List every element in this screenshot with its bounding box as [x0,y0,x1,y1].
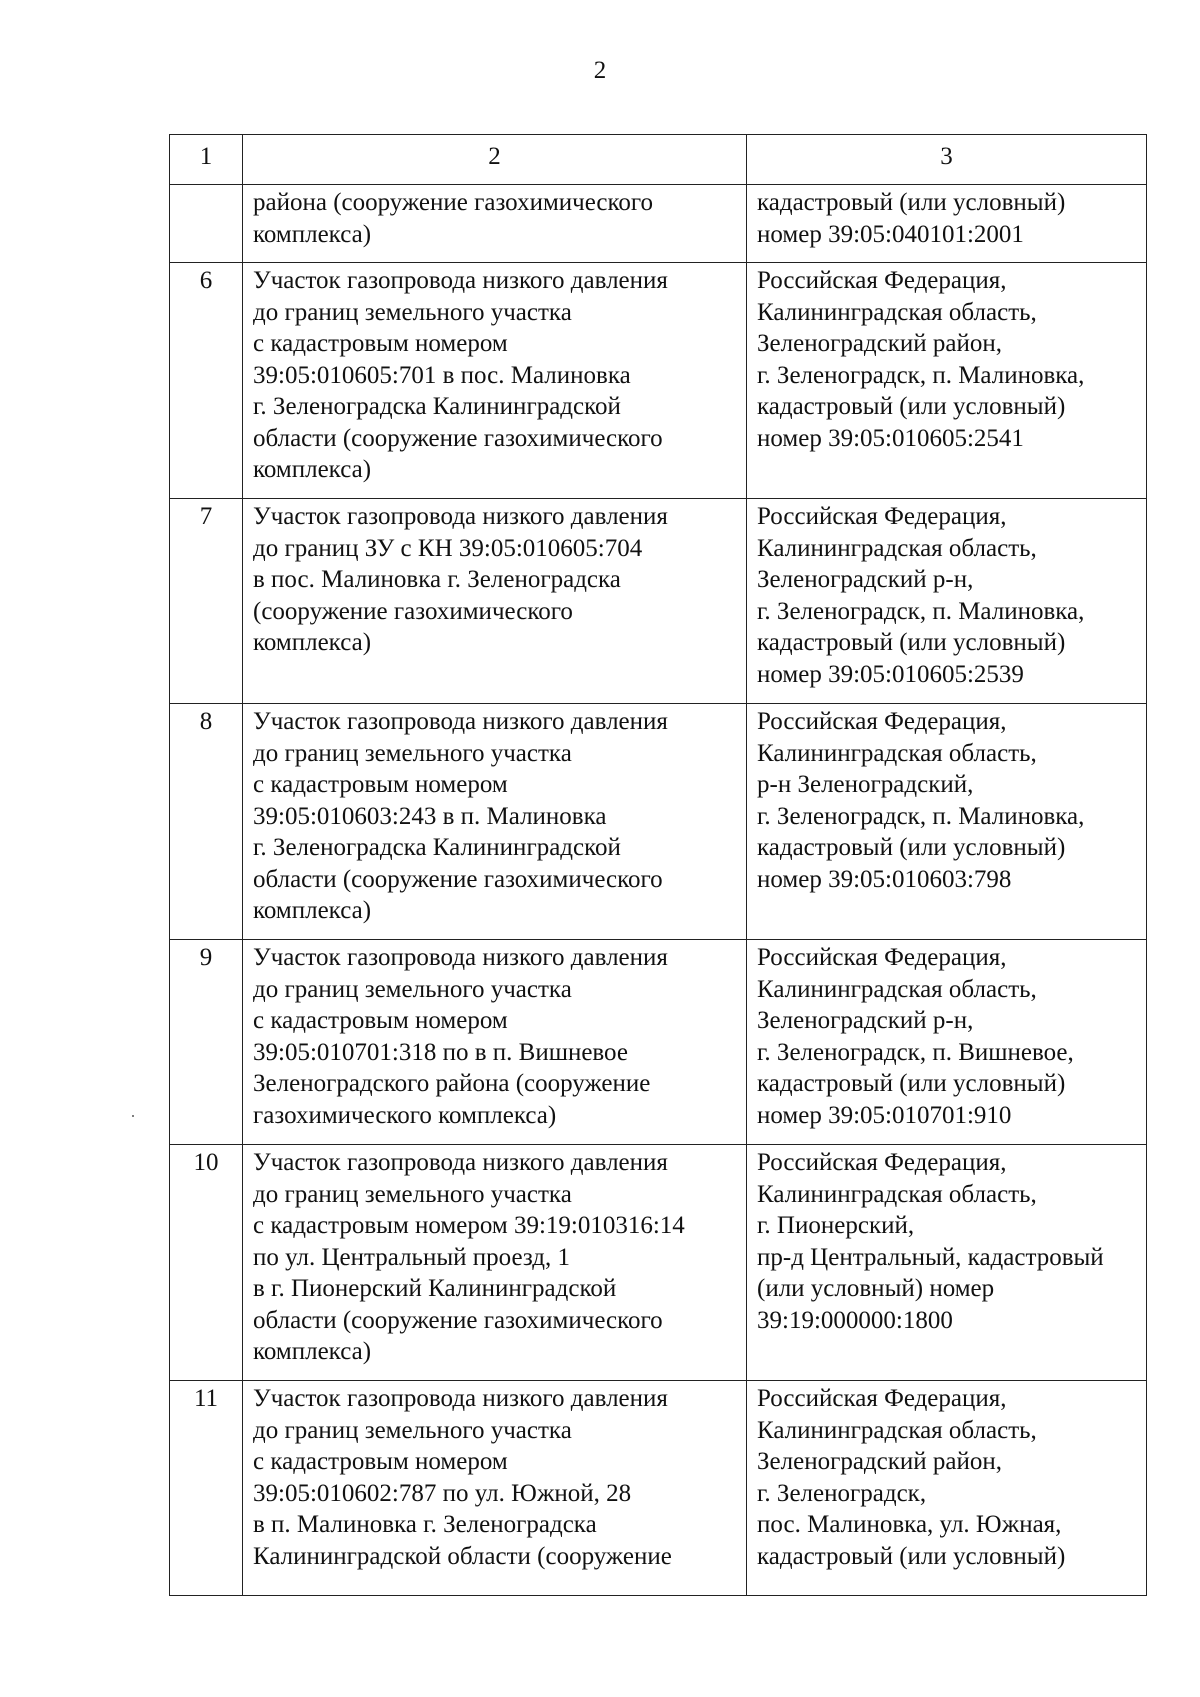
header-cell-1: 1 [170,135,243,185]
row-number: 6 [170,263,243,499]
row-number: 8 [170,704,243,940]
location-line: номер 39:05:010701:910 [757,1101,1012,1129]
description-line: до границ земельного участка [253,975,572,1003]
description-line: области (сооружение газохимического [253,865,663,893]
object-location [747,1381,1147,1596]
location-line: Российская Федерация, [757,503,1007,530]
description-line: Калининградской области (сооружение [253,1542,672,1570]
description-line: Участок газопровода низкого давления [253,944,668,971]
object-location [747,185,1147,263]
description-line: газохимического комплекса) [253,1101,557,1129]
object-description [243,263,747,499]
description-line: района (сооружение газохимического [253,189,654,216]
description-line: 39:05:010602:787 по ул. Южной, 28 [253,1479,632,1507]
location-line: Зеленоградский р-н, [757,1007,974,1034]
description-line: в п. Малиновка г. Зеленоградска [253,1511,597,1538]
row-number: 10 [170,1145,243,1381]
location-line: кадастровый (или условный) [757,1542,1066,1570]
object-description [243,940,747,1145]
location-line: г. Пионерский, [757,1212,915,1239]
location-line: Российская Федерация, [757,944,1007,971]
object-location [747,499,1147,704]
header-cell-3: 3 [747,135,1147,185]
row-number: 11 [170,1381,243,1596]
location-line: номер 39:05:010605:2541 [757,424,1024,452]
description-line: 39:05:010603:243 в п. Малиновка [253,802,607,830]
object-description [243,1381,747,1596]
description-line: Участок газопровода низкого давления [253,1385,668,1412]
location-line: Российская Федерация, [757,708,1007,735]
description-line: комплекса) [253,897,372,924]
location-line: Российская Федерация, [757,1385,1007,1412]
scan-speck [132,1115,134,1117]
row-number [170,185,243,263]
description-line: комплекса) [253,456,372,483]
table-row [170,185,1147,263]
object-location [747,263,1147,499]
object-location [747,1145,1147,1381]
description-line: с кадастровым номером [253,1007,508,1034]
description-line: до границ земельного участка [253,1416,572,1444]
object-description [243,499,747,704]
description-line: Зеленоградского района (сооружение [253,1070,651,1097]
location-line: номер 39:05:040101:2001 [757,220,1024,248]
location-line: 39:19:000000:1800 [757,1306,953,1334]
location-line: кадастровый (или условный) [757,629,1066,656]
location-line: Зеленоградский район, [757,1448,1002,1475]
location-line: Калининградская область, [757,739,1037,767]
description-line: комплекса) [253,1338,372,1365]
location-line: кадастровый (или условный) [757,1070,1066,1097]
table-header-row [170,135,1147,185]
location-line: Калининградская область, [757,1416,1037,1444]
description-line: области (сооружение газохимического [253,424,663,452]
location-line: пр-д Центральный, кадастровый [757,1243,1104,1271]
description-line: с кадастровым номером [253,771,508,798]
description-line: г. Зеленоградска Калининградской [253,393,621,420]
description-line: в пос. Малиновка г. Зеленоградска [253,566,621,593]
table-row [170,263,1147,499]
description-line: 39:05:010701:318 по в п. Вишневое [253,1038,628,1066]
description-line: области (сооружение газохимического [253,1306,663,1334]
description-line: по ул. Центральный проезд, 1 [253,1243,570,1271]
row-number: 9 [170,940,243,1145]
header-cell-2: 2 [243,135,747,185]
location-line: Калининградская область, [757,298,1037,326]
description-line: комплекса) [253,220,372,248]
table-row [170,1381,1147,1596]
object-description [243,704,747,940]
page-number: 2 [593,57,607,84]
location-line: кадастровый (или условный) [757,393,1066,420]
location-line: (или условный) номер [757,1275,995,1302]
location-line: номер 39:05:010605:2539 [757,660,1024,688]
location-line: Калининградская область, [757,534,1037,562]
description-line: 39:05:010605:701 в пос. Малиновка [253,361,631,389]
table-row [170,940,1147,1145]
description-line: Участок газопровода низкого давления [253,708,668,735]
location-line: номер 39:05:010603:798 [757,865,1012,893]
description-line: с кадастровым номером [253,330,508,357]
description-line: до границ земельного участка [253,1180,572,1208]
description-line: до границ земельного участка [253,739,572,767]
location-line: г. Зеленоградск, п. Малиновка, [757,597,1085,625]
location-line: г. Зеленоградск, [757,1479,927,1507]
object-location [747,940,1147,1145]
description-line: с кадастровым номером 39:19:010316:14 [253,1212,685,1239]
location-line: пос. Малиновка, ул. Южная, [757,1511,1062,1538]
table-row [170,1145,1147,1381]
description-line: до границ ЗУ с КН 39:05:010605:704 [253,534,643,562]
description-line: (сооружение газохимического [253,597,573,625]
description-line: г. Зеленоградска Калининградской [253,834,621,861]
location-line: Калининградская область, [757,975,1037,1003]
objects-table [169,134,1147,1596]
location-line: р-н Зеленоградский, [757,771,974,798]
description-line: Участок газопровода низкого давления [253,1149,668,1176]
location-line: Зеленоградский р-н, [757,566,974,593]
description-line: в г. Пионерский Калининградской [253,1275,617,1302]
description-line: с кадастровым номером [253,1448,508,1475]
location-line: Российская Федерация, [757,1149,1007,1176]
location-line: г. Зеленоградск, п. Малиновка, [757,802,1085,830]
table-row [170,499,1147,704]
description-line: до границ земельного участка [253,298,572,326]
location-line: Российская Федерация, [757,267,1007,294]
table-row [170,704,1147,940]
row-number: 7 [170,499,243,704]
description-line: комплекса) [253,629,372,656]
location-line: Зеленоградский район, [757,330,1002,357]
object-description [243,1145,747,1381]
description-line: Участок газопровода низкого давления [253,503,668,530]
location-line: г. Зеленоградск, п. Вишневое, [757,1038,1074,1066]
location-line: кадастровый (или условный) [757,189,1066,216]
object-description [243,185,747,263]
object-location [747,704,1147,940]
location-line: г. Зеленоградск, п. Малиновка, [757,361,1085,389]
location-line: кадастровый (или условный) [757,834,1066,861]
location-line: Калининградская область, [757,1180,1037,1208]
description-line: Участок газопровода низкого давления [253,267,668,294]
